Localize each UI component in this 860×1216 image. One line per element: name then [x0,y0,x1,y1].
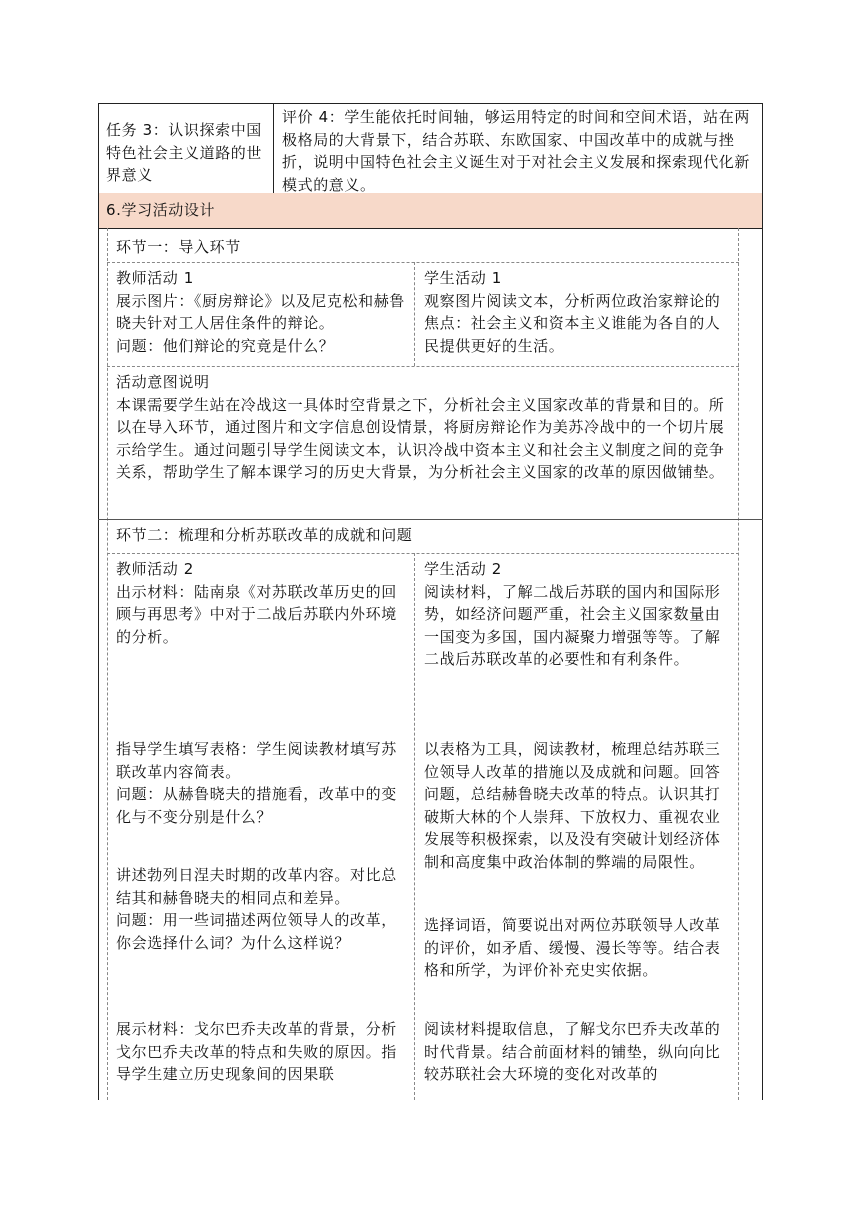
teacher-activity-1-title: 教师活动 1 [116,269,194,287]
teacher-activity-2-p4: 展示材料：戈尔巴乔夫改革的背景，分析戈尔巴乔夫改革的特点和失败的原因。指导学生建立历史现象间的因果联 [116,1020,397,1083]
stage1-title: 环节一：导入环节 [116,238,241,256]
column-divider [414,553,415,1100]
task-text: 任务 3：认识探索中国特色社会主义道路的世界意义 [106,121,263,184]
inner-right-dash [738,228,739,1100]
teacher-activity-1-text: 展示图片：《厨房辩论》以及尼克松和赫鲁晓夫针对工人居住条件的辩论。 问题：他们辩论的究竟是什么？ [116,291,405,355]
student-activity-2-p3: 选择词语，简要说出对两位苏联领导人改革的评价，如矛盾、缓慢、漫长等等。结合表格和所学，为评价补充史实依据。 [424,916,721,979]
divider [107,553,739,554]
teacher-activity-2-p1: 出示材料：陆南泉《对苏联改革历史的回顾与再思考》中对于二战后苏联内外环境的分析。 [116,582,397,646]
divider [98,519,763,520]
student-activity-2-p2: 以表格为工具，阅读教材，梳理总结苏联三位领导人改革的措施以及成就和问题。回答问题，总结赫鲁晓夫改革的特点。认识其打破斯大林的个人崇拜、下放权力、重视农业发展等积极探索，以及没有突破计划经济体制和高度集中政治体制的弊端的局限性。 [424,740,721,871]
section-header-title: 6.学习活动设计 [106,201,216,219]
intent-text: 本课需要学生站在冷战这一具体时空背景之下，分析社会主义国家改革的背景和目的。所以在导入环节，通过图片和文字信息创设情景，将厨房辩论作为美苏冷战中的一个切片展示给学生。通过问题引导学生阅读文本，认识冷战中资本主义和社会主义制度之间的竞争关系，帮助学生了解本课学习的历史大背景，为分析社会主义国家的改革的原因做铺垫。 [116,395,725,481]
student-activity-2-title: 学生活动 2 [424,560,502,578]
teacher-activity-2-title: 教师活动 2 [116,560,194,578]
stage2-title: 环节二：梳理和分析苏联改革的成就和问题 [116,526,413,544]
student-activity-1-title: 学生活动 1 [424,269,502,287]
student-activity-2-p4: 阅读材料提取信息，了解戈尔巴乔夫改革的时代背景。结合前面材料的铺垫，纵向向比较苏联社会大环境的变化对改革的 [424,1020,721,1083]
outer-right-border [762,228,763,1100]
page-bottom-mask [0,1100,860,1216]
teacher-activity-2-p3: 讲述勃列日涅夫时期的改革内容。对比总结其和赫鲁晓夫的相同点和差异。 问题：用一些词描述两位领导人的改革，你会选择什么词？为什么这样说？ [116,866,397,952]
teacher-activity-2-p2: 指导学生填写表格：学生阅读教材填写苏联改革内容简表。 问题：从赫鲁晓夫的措施看，改革中的变化与不变分别是什么？ [116,740,397,826]
inner-left-dash [107,228,108,1100]
divider [107,366,739,367]
column-divider [414,262,415,366]
intent-title: 活动意图说明 [116,373,210,391]
evaluation-text: 评价 4：学生能依托时间轴，够运用特定的时间和空间术语，站在两极格局的大背景下，结合苏联、东欧国家、中国改革中的成就与挫折，说明中国特色社会主义诞生对于对社会主义发展和探索现代化新模式的意义。 [282,108,751,194]
divider [107,262,739,263]
student-activity-1-text: 观察图片阅读文本，分析两位政治家辩论的焦点：社会主义和资本主义谁能为各自的人民提供更好的生活。 [424,291,721,355]
outer-left-border [98,228,99,1100]
student-activity-2-p1: 阅读材料，了解二战后苏联的国内和国际形势，如经济问题严重，社会主义国家数量由一国变为多国，国内凝聚力增强等等。了解二战后苏联改革的必要性和有利条件。 [424,582,721,668]
